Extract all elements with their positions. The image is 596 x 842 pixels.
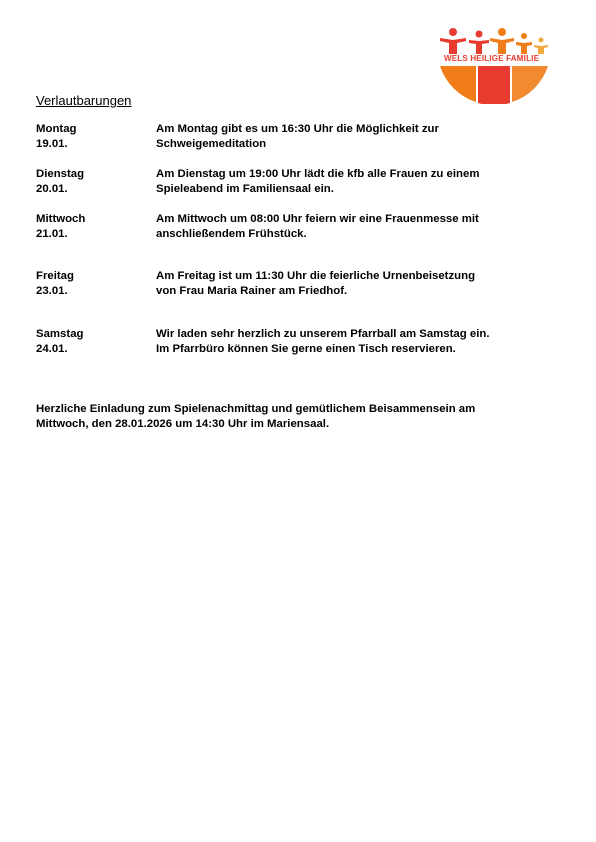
page-heading: Verlautbarungen — [36, 93, 132, 108]
text-line: Wir laden sehr herzlich zu unserem Pfarrball am Samstag ein. — [156, 328, 490, 340]
text-line: Schweigemeditation — [156, 138, 267, 150]
text-line: Am Dienstag um 19:00 Uhr lädt die kfb alle Frauen zu einem — [156, 168, 480, 180]
day-date: 21.01. — [36, 228, 68, 240]
day-date: 23.01. — [36, 285, 68, 297]
logo-text: WELS HEILIGE FAMILIE — [444, 54, 540, 63]
announcement-text — [156, 122, 556, 152]
day-date: 19.01. — [36, 138, 68, 150]
text-line: Am Mittwoch um 08:00 Uhr feiern wir eine Frauenmesse mit — [156, 213, 479, 225]
invitation-paragraph — [36, 402, 566, 432]
parish-logo — [436, 26, 552, 104]
day-date: 24.01. — [36, 343, 68, 355]
announcement-text — [156, 327, 556, 357]
day-name: Montag — [36, 123, 77, 135]
day-name: Mittwoch — [36, 213, 86, 225]
day-name: Freitag — [36, 270, 74, 282]
parish-logo-graphic — [436, 26, 552, 104]
day-column — [36, 122, 146, 152]
day-column — [36, 327, 146, 357]
day-name: Samstag — [36, 328, 84, 340]
day-name: Dienstag — [36, 168, 85, 180]
text-line: von Frau Maria Rainer am Friedhof. — [156, 285, 348, 297]
text-line: Am Montag gibt es um 16:30 Uhr die Möglichkeit zur — [156, 123, 439, 135]
invitation-line: Herzliche Einladung zum Spielenachmittag und gemütlichem Beisammensein am — [36, 403, 476, 415]
announcement-text — [156, 269, 556, 299]
day-column — [36, 167, 146, 197]
day-column — [36, 212, 146, 242]
announcement-text — [156, 167, 556, 197]
text-line: Spieleabend im Familiensaal ein. — [156, 183, 334, 195]
text-line: Am Freitag ist um 11:30 Uhr die feierliche Urnenbeisetzung — [156, 270, 476, 282]
day-date: 20.01. — [36, 183, 68, 195]
day-column — [36, 269, 146, 299]
invitation-line: Mittwoch, den 28.01.2026 um 14:30 Uhr im Mariensaal. — [36, 418, 330, 430]
text-line: anschließendem Frühstück. — [156, 228, 307, 240]
announcement-text — [156, 212, 556, 242]
text-line: Im Pfarrbüro können Sie gerne einen Tisch reservieren. — [156, 343, 456, 355]
